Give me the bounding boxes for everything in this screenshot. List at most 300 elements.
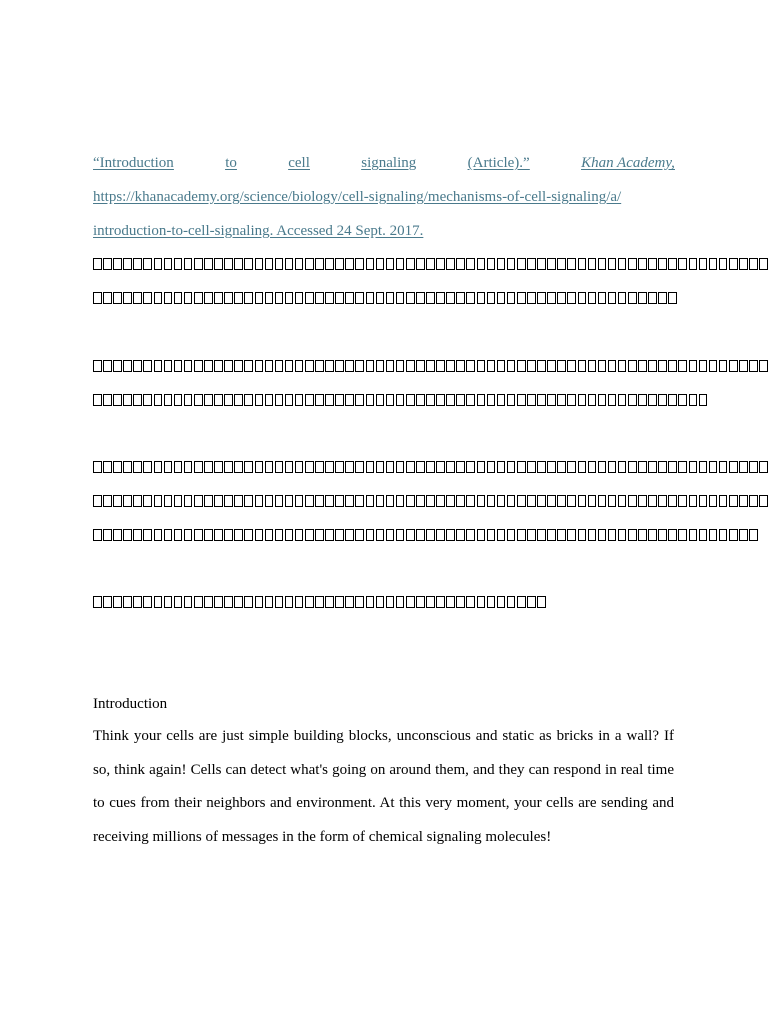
- missing-glyph-box: [517, 394, 526, 406]
- missing-glyph-box: [456, 461, 465, 473]
- missing-glyph-box: [386, 461, 395, 473]
- missing-glyph-box: [406, 596, 415, 608]
- missing-glyph-box: [477, 360, 486, 372]
- missing-glyph-box: [477, 258, 486, 270]
- missing-glyph-box: [608, 529, 617, 541]
- placeholder-line: [93, 383, 693, 417]
- missing-glyph-box: [406, 461, 415, 473]
- missing-glyph-box: [689, 258, 698, 270]
- missing-glyph-box: [154, 258, 163, 270]
- missing-glyph-box: [527, 461, 536, 473]
- missing-glyph-box: [355, 529, 364, 541]
- missing-glyph-box: [426, 360, 435, 372]
- missing-glyph-box: [355, 596, 364, 608]
- placeholder-paragraph: [93, 585, 693, 619]
- missing-glyph-box: [325, 292, 334, 304]
- missing-glyph-box: [749, 258, 758, 270]
- missing-glyph-box: [729, 529, 738, 541]
- missing-glyph-box: [113, 360, 122, 372]
- missing-glyph-box: [699, 461, 708, 473]
- missing-glyph-box: [456, 360, 465, 372]
- missing-glyph-box: [224, 461, 233, 473]
- missing-glyph-box: [143, 529, 152, 541]
- missing-glyph-box: [699, 529, 708, 541]
- missing-glyph-box: [194, 394, 203, 406]
- missing-glyph-box: [315, 360, 324, 372]
- missing-glyph-box: [487, 461, 496, 473]
- missing-glyph-box: [689, 529, 698, 541]
- missing-glyph-box: [446, 360, 455, 372]
- missing-glyph-box: [386, 529, 395, 541]
- missing-glyph-box: [557, 461, 566, 473]
- missing-glyph-box: [426, 495, 435, 507]
- missing-glyph-box: [517, 258, 526, 270]
- missing-glyph-box: [174, 394, 183, 406]
- missing-glyph-box: [517, 360, 526, 372]
- missing-glyph-box: [739, 258, 748, 270]
- missing-glyph-box: [244, 292, 253, 304]
- missing-glyph-box: [578, 495, 587, 507]
- missing-glyph-box: [759, 258, 768, 270]
- missing-glyph-box: [557, 394, 566, 406]
- missing-glyph-box: [638, 360, 647, 372]
- missing-glyph-box: [366, 495, 375, 507]
- missing-glyph-box: [366, 360, 375, 372]
- missing-glyph-box: [154, 596, 163, 608]
- missing-glyph-box: [113, 258, 122, 270]
- missing-glyph-box: [466, 596, 475, 608]
- missing-glyph-box: [255, 360, 264, 372]
- placeholder-line: [93, 349, 693, 383]
- missing-glyph-box: [497, 394, 506, 406]
- missing-glyph-box: [184, 495, 193, 507]
- missing-glyph-box: [386, 596, 395, 608]
- missing-glyph-box: [345, 360, 354, 372]
- missing-glyph-box: [234, 258, 243, 270]
- missing-glyph-box: [517, 495, 526, 507]
- missing-glyph-box: [184, 529, 193, 541]
- missing-glyph-box: [234, 360, 243, 372]
- missing-glyph-box: [436, 495, 445, 507]
- missing-glyph-box: [133, 258, 142, 270]
- missing-glyph-box: [184, 292, 193, 304]
- missing-glyph-box: [416, 461, 425, 473]
- missing-glyph-box: [174, 461, 183, 473]
- missing-glyph-box: [265, 394, 274, 406]
- missing-glyph-box: [416, 360, 425, 372]
- missing-glyph-box: [154, 360, 163, 372]
- missing-glyph-box: [507, 258, 516, 270]
- missing-glyph-box: [537, 360, 546, 372]
- missing-glyph-box: [184, 461, 193, 473]
- missing-glyph-box: [204, 495, 213, 507]
- missing-glyph-box: [709, 360, 718, 372]
- missing-glyph-box: [224, 360, 233, 372]
- missing-glyph-box: [325, 529, 334, 541]
- missing-glyph-box: [345, 292, 354, 304]
- missing-glyph-box: [295, 292, 304, 304]
- missing-glyph-box: [103, 394, 112, 406]
- missing-glyph-box: [507, 461, 516, 473]
- missing-glyph-box: [93, 258, 102, 270]
- missing-glyph-box: [224, 394, 233, 406]
- missing-glyph-box: [588, 258, 597, 270]
- missing-glyph-box: [739, 495, 748, 507]
- missing-glyph-box: [154, 394, 163, 406]
- missing-glyph-box: [477, 461, 486, 473]
- missing-glyph-box: [668, 394, 677, 406]
- missing-glyph-box: [214, 495, 223, 507]
- missing-glyph-box: [335, 394, 344, 406]
- missing-glyph-box: [527, 529, 536, 541]
- missing-glyph-box: [386, 292, 395, 304]
- missing-glyph-box: [658, 529, 667, 541]
- missing-glyph-box: [578, 258, 587, 270]
- missing-glyph-box: [759, 461, 768, 473]
- missing-glyph-box: [133, 360, 142, 372]
- missing-glyph-box: [194, 529, 203, 541]
- missing-glyph-box: [668, 360, 677, 372]
- missing-glyph-box: [345, 529, 354, 541]
- missing-glyph-box: [658, 258, 667, 270]
- missing-glyph-box: [295, 461, 304, 473]
- missing-glyph-box: [123, 461, 132, 473]
- missing-glyph-box: [436, 461, 445, 473]
- missing-glyph-box: [376, 394, 385, 406]
- missing-glyph-box: [689, 495, 698, 507]
- missing-glyph-box: [547, 258, 556, 270]
- missing-glyph-box: [567, 394, 576, 406]
- missing-glyph-box: [598, 258, 607, 270]
- missing-glyph-box: [567, 360, 576, 372]
- missing-glyph-box: [184, 258, 193, 270]
- missing-glyph-box: [598, 360, 607, 372]
- citation-url-line-1[interactable]: https://khanacademy.org/science/biology/cell-signaling/mechanisms-of-cell-signaling/a/: [93, 189, 622, 205]
- missing-glyph-box: [93, 292, 102, 304]
- missing-glyph-box: [275, 461, 284, 473]
- missing-glyph-box: [335, 529, 344, 541]
- missing-glyph-box: [578, 461, 587, 473]
- missing-glyph-box: [487, 360, 496, 372]
- missing-glyph-box: [678, 495, 687, 507]
- missing-glyph-box: [204, 258, 213, 270]
- missing-glyph-box: [164, 461, 173, 473]
- missing-glyph-box: [416, 394, 425, 406]
- missing-glyph-box: [588, 529, 597, 541]
- missing-glyph-box: [133, 292, 142, 304]
- citation-title-word: (Article).”: [467, 155, 530, 171]
- missing-glyph-box: [466, 360, 475, 372]
- missing-glyph-box: [123, 258, 132, 270]
- missing-glyph-box: [194, 596, 203, 608]
- missing-glyph-box: [366, 292, 375, 304]
- missing-glyph-box: [719, 461, 728, 473]
- missing-glyph-box: [143, 292, 152, 304]
- missing-glyph-box: [608, 495, 617, 507]
- missing-glyph-box: [638, 292, 647, 304]
- missing-glyph-box: [214, 292, 223, 304]
- missing-glyph-box: [305, 258, 314, 270]
- missing-glyph-box: [446, 292, 455, 304]
- missing-glyph-box: [507, 495, 516, 507]
- missing-glyph-box: [143, 596, 152, 608]
- missing-glyph-box: [143, 461, 152, 473]
- missing-glyph-box: [477, 394, 486, 406]
- missing-glyph-box: [739, 461, 748, 473]
- missing-glyph-box: [376, 596, 385, 608]
- missing-glyph-box: [547, 360, 556, 372]
- missing-glyph-box: [285, 360, 294, 372]
- missing-glyph-box: [315, 292, 324, 304]
- missing-glyph-box: [658, 360, 667, 372]
- missing-glyph-box: [446, 394, 455, 406]
- missing-glyph-box: [628, 360, 637, 372]
- missing-glyph-box: [527, 258, 536, 270]
- missing-glyph-box: [749, 495, 758, 507]
- missing-glyph-box: [265, 292, 274, 304]
- missing-glyph-box: [678, 258, 687, 270]
- missing-glyph-box: [224, 596, 233, 608]
- missing-glyph-box: [729, 495, 738, 507]
- missing-glyph-box: [184, 360, 193, 372]
- missing-glyph-box: [376, 258, 385, 270]
- missing-glyph-box: [355, 292, 364, 304]
- missing-glyph-box: [426, 292, 435, 304]
- missing-glyph-box: [113, 292, 122, 304]
- missing-glyph-box: [315, 495, 324, 507]
- missing-glyph-box: [517, 292, 526, 304]
- missing-glyph-box: [325, 258, 334, 270]
- missing-glyph-box: [164, 596, 173, 608]
- missing-glyph-box: [668, 258, 677, 270]
- citation-source: Khan Academy,: [581, 155, 675, 171]
- missing-glyph-box: [325, 394, 334, 406]
- missing-glyph-box: [487, 394, 496, 406]
- missing-glyph-box: [598, 495, 607, 507]
- missing-glyph-box: [174, 360, 183, 372]
- missing-glyph-box: [507, 394, 516, 406]
- missing-glyph-box: [729, 258, 738, 270]
- missing-glyph-box: [426, 529, 435, 541]
- missing-glyph-box: [618, 461, 627, 473]
- missing-glyph-box: [547, 292, 556, 304]
- missing-glyph-box: [224, 529, 233, 541]
- missing-glyph-box: [678, 360, 687, 372]
- missing-glyph-box: [628, 258, 637, 270]
- missing-glyph-box: [244, 596, 253, 608]
- missing-glyph-box: [285, 394, 294, 406]
- missing-glyph-box: [355, 258, 364, 270]
- missing-glyph-box: [446, 461, 455, 473]
- missing-glyph-box: [143, 360, 152, 372]
- missing-glyph-box: [315, 394, 324, 406]
- missing-glyph-box: [618, 529, 627, 541]
- missing-glyph-box: [567, 258, 576, 270]
- missing-glyph-box: [689, 394, 698, 406]
- missing-glyph-box: [174, 258, 183, 270]
- missing-glyph-box: [477, 596, 486, 608]
- missing-glyph-box: [265, 258, 274, 270]
- missing-glyph-box: [194, 360, 203, 372]
- missing-glyph-box: [598, 394, 607, 406]
- missing-glyph-box: [234, 596, 243, 608]
- missing-glyph-box: [648, 495, 657, 507]
- missing-glyph-box: [234, 292, 243, 304]
- missing-glyph-box: [355, 495, 364, 507]
- missing-glyph-box: [396, 292, 405, 304]
- missing-glyph-box: [123, 394, 132, 406]
- missing-glyph-box: [598, 529, 607, 541]
- missing-glyph-box: [396, 461, 405, 473]
- missing-glyph-box: [507, 292, 516, 304]
- missing-glyph-box: [285, 529, 294, 541]
- missing-glyph-box: [497, 461, 506, 473]
- missing-glyph-box: [376, 495, 385, 507]
- missing-glyph-box: [588, 461, 597, 473]
- missing-glyph-box: [103, 495, 112, 507]
- missing-glyph-box: [749, 360, 758, 372]
- missing-glyph-box: [305, 461, 314, 473]
- missing-glyph-box: [376, 360, 385, 372]
- missing-glyph-box: [466, 292, 475, 304]
- placeholder-line: [93, 450, 693, 484]
- missing-glyph-box: [628, 495, 637, 507]
- missing-glyph-box: [133, 394, 142, 406]
- missing-glyph-box: [265, 360, 274, 372]
- missing-glyph-box: [648, 292, 657, 304]
- missing-glyph-box: [305, 360, 314, 372]
- missing-glyph-box: [285, 292, 294, 304]
- missing-glyph-box: [527, 394, 536, 406]
- missing-glyph-box: [103, 529, 112, 541]
- missing-glyph-box: [164, 495, 173, 507]
- missing-glyph-box: [214, 360, 223, 372]
- missing-glyph-box: [133, 596, 142, 608]
- missing-glyph-box: [497, 360, 506, 372]
- missing-glyph-box: [426, 258, 435, 270]
- missing-glyph-box: [103, 596, 112, 608]
- missing-glyph-box: [305, 529, 314, 541]
- missing-glyph-box: [366, 529, 375, 541]
- missing-glyph-box: [174, 529, 183, 541]
- missing-glyph-box: [376, 461, 385, 473]
- missing-glyph-box: [658, 292, 667, 304]
- missing-glyph-box: [537, 258, 546, 270]
- missing-glyph-box: [567, 292, 576, 304]
- missing-glyph-box: [123, 495, 132, 507]
- missing-glyph-box: [648, 394, 657, 406]
- missing-glyph-box: [446, 495, 455, 507]
- missing-glyph-box: [618, 495, 627, 507]
- missing-glyph-box: [244, 394, 253, 406]
- missing-glyph-box: [113, 529, 122, 541]
- missing-glyph-box: [406, 292, 415, 304]
- missing-glyph-box: [396, 495, 405, 507]
- missing-glyph-box: [224, 258, 233, 270]
- missing-glyph-box: [689, 360, 698, 372]
- missing-glyph-box: [628, 292, 637, 304]
- missing-glyph-box: [567, 461, 576, 473]
- missing-glyph-box: [436, 258, 445, 270]
- missing-glyph-box: [497, 529, 506, 541]
- missing-glyph-box: [689, 461, 698, 473]
- citation-block: [93, 146, 675, 248]
- missing-glyph-box: [305, 495, 314, 507]
- missing-glyph-box: [628, 394, 637, 406]
- missing-glyph-box: [406, 360, 415, 372]
- missing-glyph-box: [466, 258, 475, 270]
- missing-glyph-box: [456, 596, 465, 608]
- missing-glyph-box: [709, 461, 718, 473]
- missing-glyph-box: [527, 596, 536, 608]
- missing-glyph-box: [699, 394, 708, 406]
- missing-glyph-box: [507, 360, 516, 372]
- section-body: Think your cells are just simple building blocks, unconscious and static as bricks in a wall? If so, think again! Cells can detect what's going on around them, and they can respond in real time to cues from their neighbors and environment. At this very moment, your cells are sending and receiving millions of messages in the form of chemical signaling molecules!: [93, 728, 674, 845]
- missing-glyph-box: [244, 495, 253, 507]
- missing-glyph-box: [406, 258, 415, 270]
- citation-title-line[interactable]: [93, 146, 675, 180]
- missing-glyph-box: [466, 495, 475, 507]
- missing-glyph-box: [305, 292, 314, 304]
- missing-glyph-box: [648, 258, 657, 270]
- missing-glyph-box: [638, 258, 647, 270]
- missing-glyph-box: [335, 495, 344, 507]
- missing-glyph-box: [537, 461, 546, 473]
- missing-glyph-box: [113, 394, 122, 406]
- missing-glyph-box: [416, 258, 425, 270]
- missing-glyph-box: [154, 292, 163, 304]
- missing-glyph-box: [719, 258, 728, 270]
- missing-glyph-box: [406, 394, 415, 406]
- missing-glyph-box: [729, 360, 738, 372]
- missing-glyph-box: [456, 529, 465, 541]
- citation-url-line-2[interactable]: introduction-to-cell-signaling. Accessed 24 Sept. 2017.: [93, 223, 424, 239]
- missing-glyph-box: [285, 258, 294, 270]
- missing-glyph-box: [759, 360, 768, 372]
- missing-glyph-box: [214, 529, 223, 541]
- missing-glyph-box: [275, 495, 284, 507]
- missing-glyph-box: [315, 258, 324, 270]
- missing-glyph-box: [699, 258, 708, 270]
- missing-glyph-box: [618, 292, 627, 304]
- missing-glyph-box: [628, 461, 637, 473]
- missing-glyph-box: [164, 529, 173, 541]
- missing-glyph-box: [416, 529, 425, 541]
- missing-glyph-box: [537, 292, 546, 304]
- missing-glyph-box: [638, 394, 647, 406]
- missing-glyph-box: [366, 258, 375, 270]
- missing-glyph-box: [517, 461, 526, 473]
- missing-glyph-box: [588, 394, 597, 406]
- missing-glyph-box: [265, 529, 274, 541]
- missing-glyph-box: [194, 258, 203, 270]
- missing-glyph-box: [113, 461, 122, 473]
- missing-glyph-box: [709, 529, 718, 541]
- missing-glyph-box: [537, 495, 546, 507]
- missing-glyph-box: [456, 394, 465, 406]
- missing-glyph-box: [194, 461, 203, 473]
- missing-glyph-box: [315, 529, 324, 541]
- missing-glyph-box: [668, 461, 677, 473]
- missing-glyph-box: [668, 529, 677, 541]
- missing-glyph-box: [255, 495, 264, 507]
- missing-glyph-box: [608, 394, 617, 406]
- missing-glyph-box: [477, 529, 486, 541]
- missing-glyph-box: [113, 596, 122, 608]
- missing-glyph-box: [285, 596, 294, 608]
- missing-glyph-box: [709, 258, 718, 270]
- missing-glyph-box: [487, 258, 496, 270]
